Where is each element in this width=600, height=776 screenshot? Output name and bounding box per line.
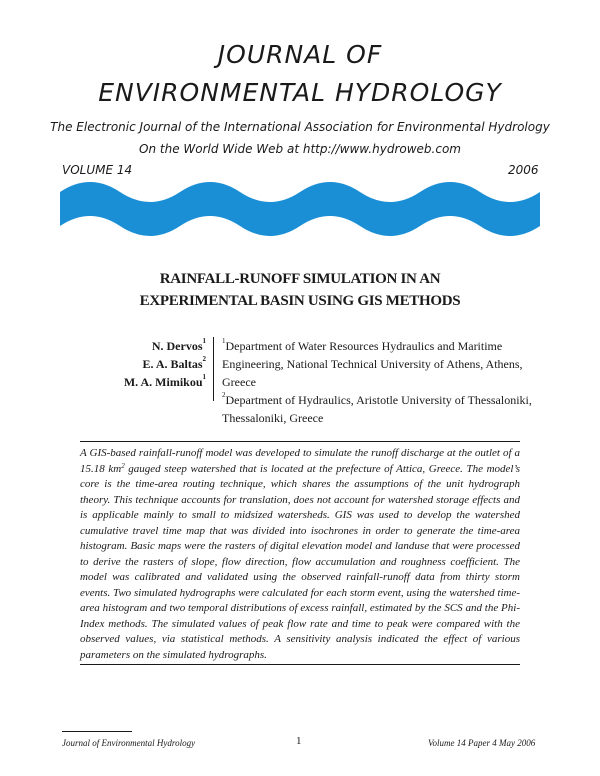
affiliation-mark: 2 <box>222 391 226 399</box>
affiliation-list <box>222 337 542 427</box>
affiliation <box>222 391 542 427</box>
abstract-top-rule <box>80 441 520 442</box>
volume-label: VOLUME 14 <box>62 163 133 177</box>
author-affiliation-mark: 1 <box>202 337 206 345</box>
abstract-text: gauged steep watershed that is located at the prefecture of Attica, Greece. The model’s core is the time-area routing technique, which shares the assumptions of the unit hydrograph theory. This technique accounts for translation, does not account for watershed storage effects and is applicable mainly to small to midsized watersheds. GIS was used to develop the watershed cumulative travel time map that was divided into isochrones in order to generate the time-area histogram. Basic maps were the rasters of digital elevation model and landuse that were processed to derive the rasters of slope, flow direction, flow accumulation and roughness coefficient. The model was calibrated and validated using the observed rainfall-runoff data from thirty storm events. Two simulated hydrographs were calculated for each storm event, using the watershed time-area histogram and two temporal distributions of excess rainfall, estimated by the SCS and the Phi-Index methods. The simulated values of peak flow rate and time to peak were compared with the observed values, via statistical methods. A sensitivity analysis indicated the effect of various parameters on the simulated hydrographs. <box>80 462 520 661</box>
title-line-1: RAINFALL-RUNOFF SIMULATION IN AN <box>159 271 441 287</box>
affiliation <box>222 337 542 391</box>
abstract-superscript: 2 <box>121 461 125 470</box>
abstract <box>80 446 520 663</box>
masthead-line-2: ENVIRONMENTAL HYDROLOGY <box>98 78 502 107</box>
footer-journal: Journal of Environmental Hydrology <box>62 738 196 748</box>
footer-rule <box>62 731 132 732</box>
author-list <box>80 337 206 391</box>
affiliation-text: Department of Hydraulics, Aristotle University of Thessaloniki, Thessaloniki, Greece <box>222 393 532 425</box>
abstract-text: A GIS-based rainfall-runoff model was developed to simulate the runoff discharge at the outlet of a 15.18 km <box>80 447 520 475</box>
abstract-bottom-rule <box>80 664 520 665</box>
author-name-text: N. Dervos <box>151 339 203 353</box>
footer-issue: Volume 14 Paper 4 May 2006 <box>428 738 536 748</box>
affiliation-mark: 1 <box>222 337 226 345</box>
author-divider <box>213 337 214 401</box>
affiliation-text: Department of Water Resources Hydraulics and Maritime Engineering, National Technical University of Athens, Athens, Greece <box>222 339 523 389</box>
masthead-url: On the World Wide Web at http://www.hydroweb.com <box>139 142 461 156</box>
masthead-line-1: JOURNAL OF <box>217 40 383 69</box>
wave-banner <box>60 178 540 240</box>
author-name <box>80 373 206 391</box>
page-number: 1 <box>296 735 302 747</box>
wave-shape <box>60 182 540 236</box>
masthead-subtitle: The Electronic Journal of the International Association for Environmental Hydrology <box>50 120 550 134</box>
author-affiliation-mark: 1 <box>202 373 206 381</box>
author-affiliation-mark: 2 <box>202 355 206 363</box>
author-name-text: E. A. Baltas <box>142 357 203 371</box>
year-label: 2006 <box>508 163 539 177</box>
article-title <box>0 268 600 312</box>
author-name <box>80 337 206 355</box>
author-name-text: M. A. Mimikou <box>123 375 203 389</box>
title-line-2: EXPERIMENTAL BASIN USING GIS METHODS <box>139 293 461 309</box>
author-name <box>80 355 206 373</box>
